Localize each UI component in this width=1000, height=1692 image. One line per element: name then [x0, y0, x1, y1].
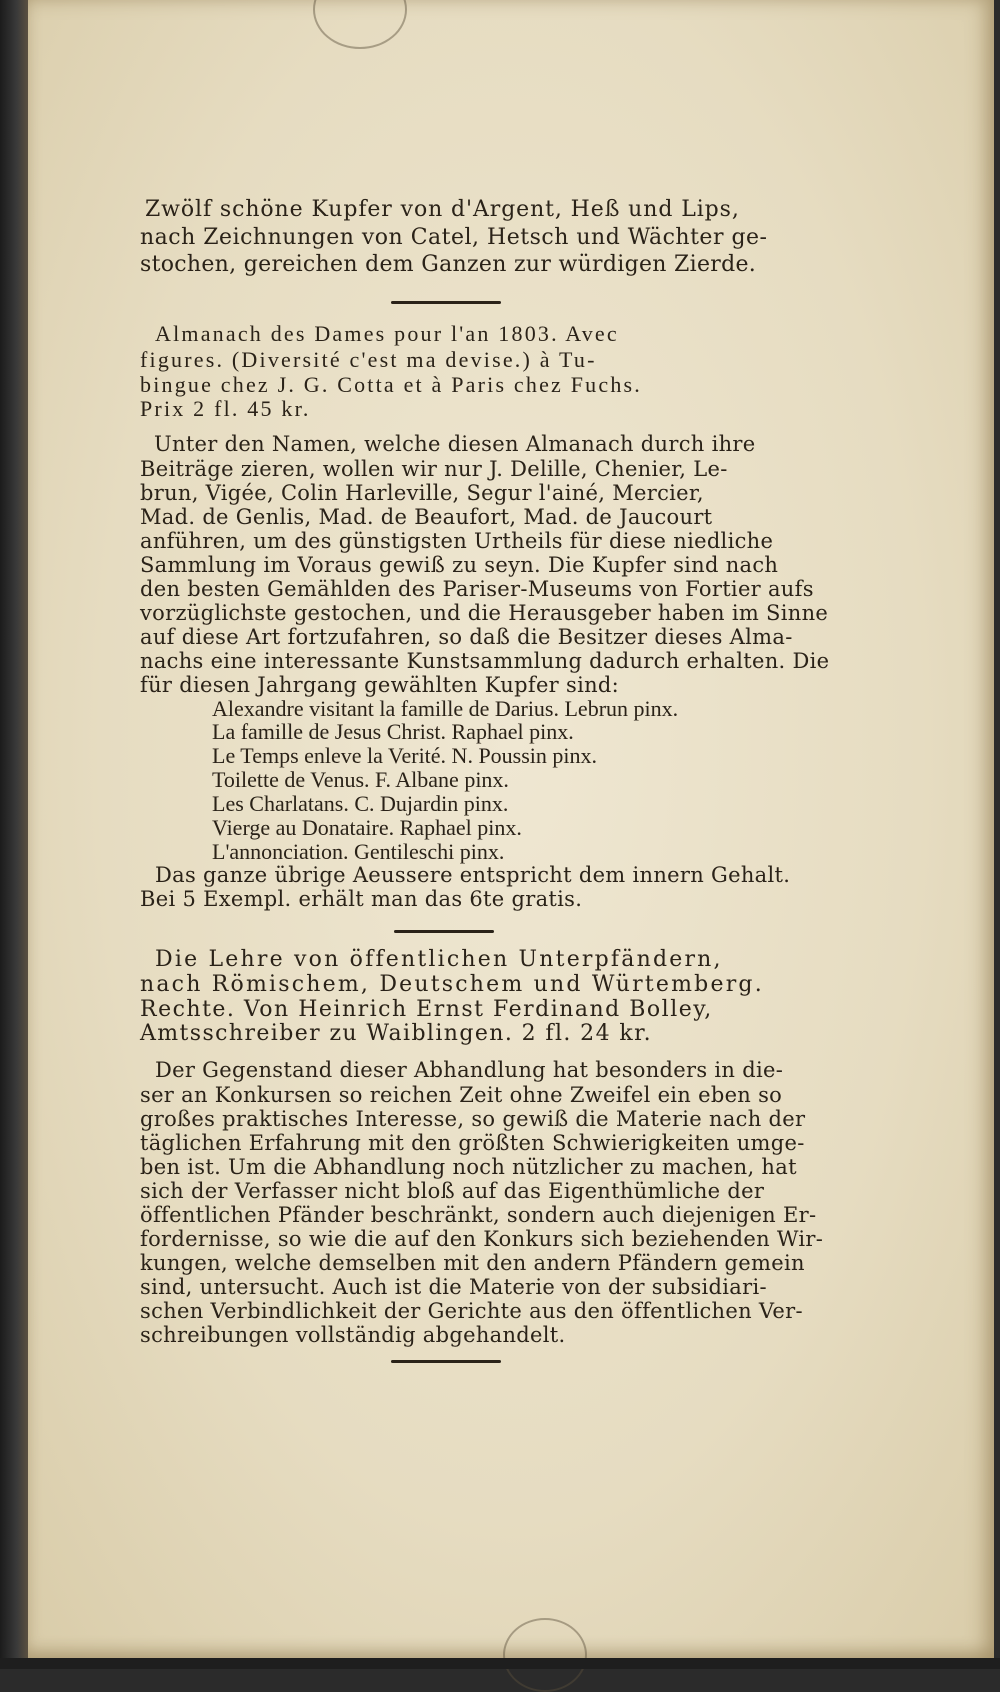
- lehre-body-line-11: schen Verbindlichkeit der Gerichte aus den öffentlichen Ver-: [140, 1299, 803, 1323]
- almanach-body-line-5: anführen, um des günstigsten Urtheils für diese niedliche: [140, 529, 774, 553]
- lehre-body-line-5: ben ist. Um die Abhandlung noch nützlicher zu machen, hat: [140, 1155, 797, 1179]
- lehre-title-line-4: Amtsschreiber zu Waiblingen. 2 fl. 24 kr.: [140, 1021, 652, 1046]
- almanach-body-line-11: für diesen Jahrgang gewählten Kupfer sind:: [140, 673, 620, 697]
- plate-item-4: Toilette de Venus. F. Albane pinx.: [212, 767, 509, 792]
- almanach-body-line-9: auf diese Art fortzufahren, so daß die Besitzer dieses Alma-: [140, 625, 793, 649]
- almanach-title-line-3: bingue chez J. G. Cotta et à Paris chez Fuchs.: [140, 372, 642, 397]
- section1-line-3: stochen, gereichen dem Ganzen zur würdigen Zierde.: [140, 252, 757, 277]
- section1-line-1: Zwölf schöne Kupfer von d'Argent, Heß und Lips,: [145, 197, 740, 222]
- plate-item-6: Vierge au Donataire. Raphael pinx.: [212, 815, 522, 840]
- lehre-body-line-10: sind, untersucht. Auch ist die Materie von der subsidiari-: [140, 1275, 767, 1299]
- lehre-body-line-8: fordernisse, so wie die auf den Konkurs sich beziehenden Wir-: [140, 1227, 824, 1251]
- almanach-body-line-3: brun, Vigée, Colin Harleville, Segur l'ainé, Mercier,: [140, 481, 704, 505]
- lehre-title-line-2: nach Römischem, Deutschem und Würtemberg.: [140, 972, 764, 997]
- page-clip-mark-bottom: [503, 1618, 587, 1692]
- lehre-body-line-7: öffentlichen Pfänder beschränkt, sondern auch diejenigen Er-: [140, 1203, 817, 1227]
- almanach-body-line-7: den besten Gemählden des Pariser-Museums von Fortier aufs: [140, 577, 814, 601]
- page-bottom-edge: [0, 1658, 1000, 1669]
- lehre-body-line-3: großes praktisches Interesse, so gewiß die Materie nach der: [140, 1107, 806, 1131]
- book-page: [28, 0, 994, 1658]
- lehre-body-line-12: schreibungen vollständig abgehandelt.: [140, 1323, 566, 1347]
- almanach-body-line-1: Unter den Namen, welche diesen Almanach durch ihre: [154, 432, 756, 456]
- almanach-closing-line-1: Das ganze übrige Aeussere entspricht dem innern Gehalt.: [155, 863, 791, 887]
- section-divider-2: [394, 930, 494, 933]
- book-spine-edge: [0, 0, 28, 1669]
- plate-item-2: La famille de Jesus Christ. Raphael pinx.: [212, 719, 574, 744]
- almanach-closing-line-2: Bei 5 Exempl. erhält man das 6te gratis.: [140, 887, 583, 911]
- almanach-body-line-4: Mad. de Genlis, Mad. de Beaufort, Mad. de Jaucourt: [140, 505, 713, 529]
- plate-item-5: Les Charlatans. C. Dujardin pinx.: [212, 791, 509, 816]
- almanach-body-line-8: vorzüglichste gestochen, und die Herausgeber haben im Sinne: [140, 601, 829, 625]
- lehre-title-line-3: Rechte. Von Heinrich Ernst Ferdinand Bolley,: [140, 997, 713, 1022]
- almanach-title-line-4: Prix 2 fl. 45 kr.: [140, 396, 311, 421]
- almanach-body-line-2: Beiträge zieren, wollen wir nur J. Delille, Chenier, Le-: [140, 457, 728, 481]
- plate-item-1: Alexandre visitant la famille de Darius. Lebrun pinx.: [212, 696, 679, 721]
- page-clip-mark-top: [313, 0, 407, 49]
- section1-line-2: nach Zeichnungen von Catel, Hetsch und Wächter ge-: [140, 225, 768, 250]
- lehre-body-line-9: kungen, welche demselben mit den andern Pfändern gemein: [140, 1251, 805, 1275]
- lehre-body-line-6: sich der Verfasser nicht bloß auf das Eigenthümliche der: [140, 1179, 765, 1203]
- almanach-title-line-1: Almanach des Dames pour l'an 1803. Avec: [155, 321, 619, 346]
- lehre-title-line-1: Die Lehre von öffentlichen Unterpfändern,: [155, 947, 723, 972]
- section-divider-1: [391, 301, 501, 304]
- lehre-body-line-1: Der Gegenstand dieser Abhandlung hat besonders in die-: [155, 1058, 784, 1082]
- plate-item-7: L'annonciation. Gentileschi pinx.: [212, 839, 505, 864]
- almanach-body-line-10: nachs eine interessante Kunstsammlung dadurch erhalten. Die: [140, 649, 830, 673]
- lehre-body-line-2: ser an Konkursen so reichen Zeit ohne Zweifel ein eben so: [140, 1083, 783, 1107]
- lehre-body-line-4: täglichen Erfahrung mit den größten Schwierigkeiten umge-: [140, 1131, 805, 1155]
- almanach-title-line-2: figures. (Diversité c'est ma devise.) à Tu-: [140, 347, 597, 372]
- almanach-body-line-6: Sammlung im Voraus gewiß zu seyn. Die Kupfer sind nach: [140, 553, 779, 577]
- section-divider-3: [391, 1360, 501, 1363]
- plate-item-3: Le Temps enleve la Verité. N. Poussin pinx.: [212, 743, 598, 768]
